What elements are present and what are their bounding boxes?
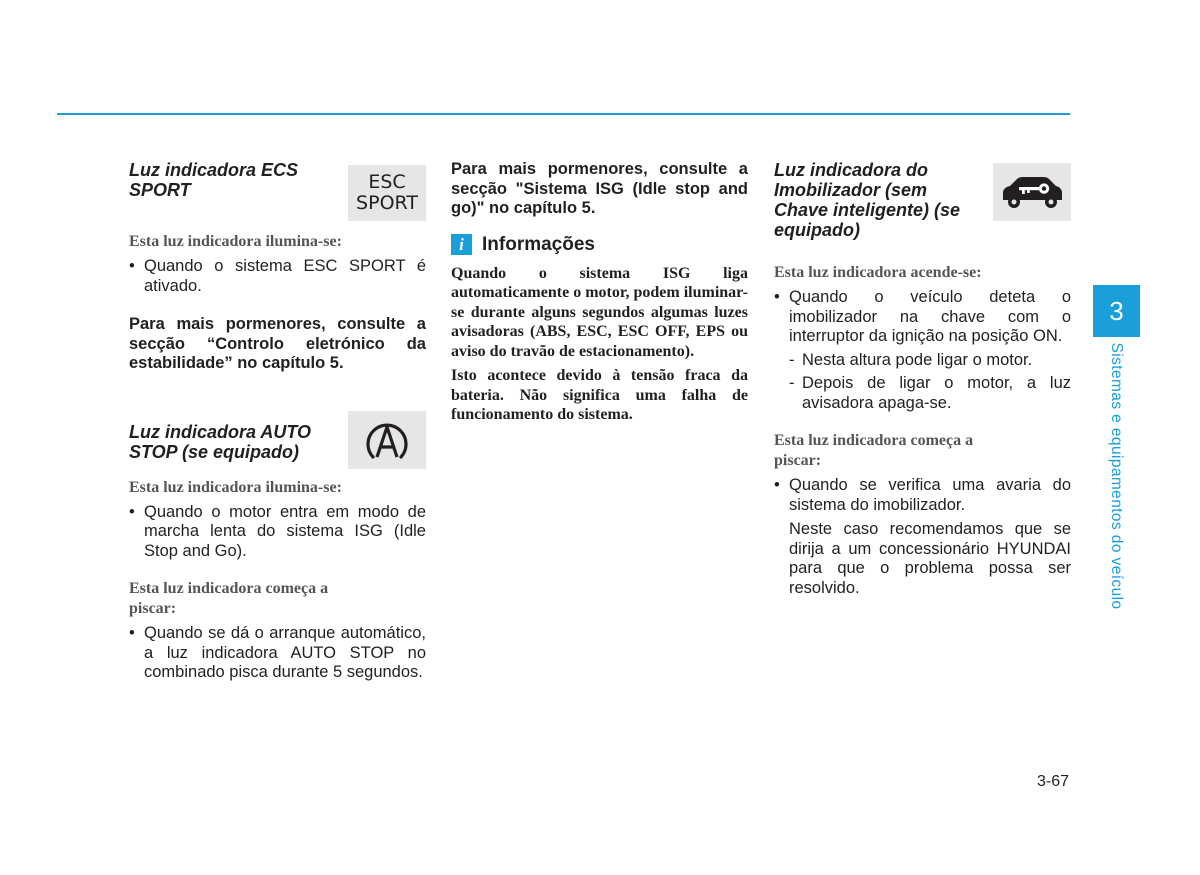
esc-icon-line1: ESC [368,171,406,193]
immobilizer-subitem-1: - Nesta altura pode ligar o motor. [789,350,1033,369]
immobilizer-paragraph: Neste caso recomendamos que se dirija a um concessionário HYUNDAI para que o problema possa ser resolvido. [789,520,1071,597]
immobilizer-header [774,160,1071,240]
esc-sport-header [129,160,426,221]
auto-stop-header [129,411,426,469]
immobilizer-heading: Luz indicadora do Imobilizador (sem Chave inteligente) (se equipado) [774,160,961,240]
info-title: Informações [482,233,595,255]
esc-sport-note: Para mais pormenores, consulte a secção “Controlo eletrónico da estabilidade” no capítulo 5. [129,315,426,372]
auto-stop-icon [348,411,426,469]
isg-note: Para mais pormenores, consulte a secção "Sistema ISG (Idle stop and go)" no capítulo 5. [451,160,748,217]
car-key-icon [993,163,1071,221]
auto-stop-heading: Luz indicadora AUTO STOP (se equipado) [129,421,312,462]
chapter-tab: 3 [1093,285,1140,337]
column-3 [774,160,1071,598]
auto-stop-label-2: Esta luz indicadora começa a piscar: [129,580,329,617]
column-2 [451,160,748,425]
esc-sport-bullet: • Quando o sistema ESC SPORT é ativado. [129,257,426,295]
column-1 [129,160,426,683]
info-header [451,234,748,256]
auto-stop-bullet-1: • Quando o motor entra em modo de marcha lenta do sistema ISG (Idle Stop and Go). [129,502,426,560]
info-paragraph-1: Quando o sistema ISG liga automaticamente o motor, podem iluminar-se durante alguns segundos algumas luzes avisadoras (ABS, ESC, ESC OFF, EPS ou aviso do travão de estacionamento). [451,264,748,360]
auto-stop-label-1: Esta luz indicadora ilumina-se: [129,478,342,496]
esc-icon-line2: SPORT [356,192,418,214]
immobilizer-subitem-2: - Depois de ligar o motor, a luz avisadora apaga-se. [789,374,1071,412]
immobilizer-label-1: Esta luz indicadora acende-se: [774,264,982,281]
top-rule [57,113,1070,115]
info-paragraph-2: Isto acontece devido à tensão fraca da bateria. Não significa uma falha de funcionamento do sistema. [451,367,748,423]
esc-sport-label: Esta luz indicadora ilumina-se: [129,233,342,250]
page-number: 3-67 [1036,773,1069,790]
esc-sport-heading: Luz indicadora ECS SPORT [129,160,299,200]
esc-sport-icon [348,165,426,221]
auto-stop-bullet-2: • Quando se dá o arranque automático, a luz indicadora AUTO STOP no combinado pisca durante 5 segundos. [129,624,426,681]
immobilizer-bullet-1: • Quando o veículo deteta o imobilizador na chave com o interruptor da ignição na posição ON. [774,288,1071,345]
immobilizer-bullet-2: • Quando se verifica uma avaria do sistema do imobilizador. [774,476,1071,514]
chapter-side-label: Sistemas e equipamentos do veículo [1108,342,1125,610]
info-icon: i [451,234,472,255]
immobilizer-label-2: Esta luz indicadora começa a piscar: [774,432,974,469]
